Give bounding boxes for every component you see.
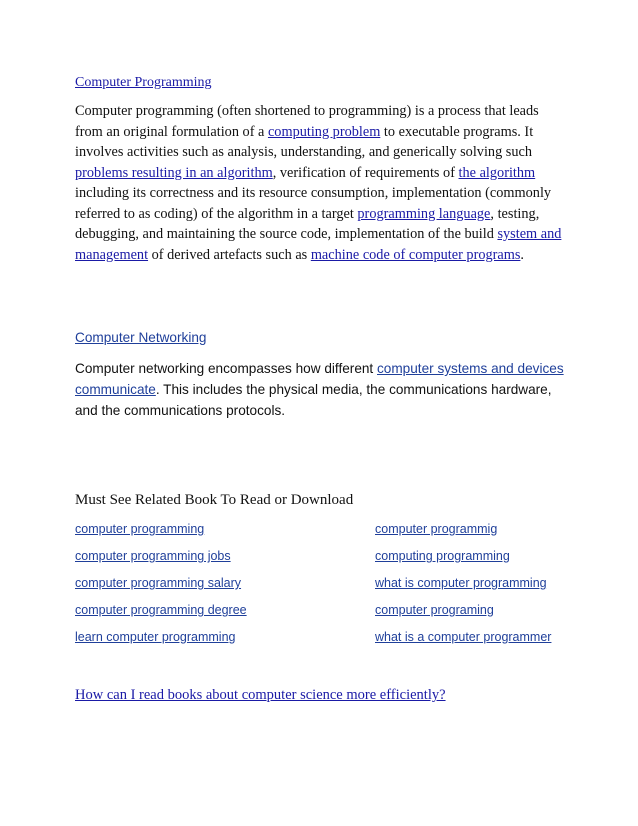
machine-code-link[interactable]: machine code of computer programs <box>310 246 521 263</box>
para2-text-1: Computer networking encompasses how different <box>75 361 377 376</box>
list-item <box>375 629 551 656</box>
para2-text-2: . This includes the physical media, the communications hardware, and the communications protocols. <box>75 382 552 418</box>
computer-networking-heading-link[interactable]: Computer Networking <box>75 330 207 345</box>
related-links-right <box>375 521 551 656</box>
list-item <box>75 548 247 575</box>
related-link[interactable]: computer programming <box>75 522 205 536</box>
computer-programming-paragraph <box>75 101 565 265</box>
read-books-question-link[interactable]: How can I read books about computer science more efficiently? <box>75 687 446 703</box>
related-link[interactable]: computer programming jobs <box>75 549 231 563</box>
problems-resulting-link[interactable]: problems resulting in an algorithm <box>75 164 273 181</box>
para1-text-2: to executable programs. It involves activities such as analysis, understanding, and generically solving such <box>75 123 534 160</box>
related-link[interactable]: computing programming <box>375 549 510 563</box>
para1-text-7: . <box>520 246 524 263</box>
related-link[interactable]: computer programing <box>375 603 494 617</box>
list-item <box>375 602 551 629</box>
list-item <box>75 521 247 548</box>
para1-text-1: Computer programming (often shortened to programming) is a process that leads from an original formulation of a <box>75 103 539 140</box>
list-item <box>75 575 247 602</box>
related-link[interactable]: what is a computer programmer <box>375 630 552 644</box>
list-item <box>75 629 247 656</box>
programming-language-link[interactable]: programming language <box>357 205 491 222</box>
the-algorithm-link[interactable]: the algorithm <box>458 164 536 181</box>
para1-text-5: , testing, debugging, and maintaining the source code, implementation of the build <box>75 205 540 242</box>
related-links-left <box>75 521 247 656</box>
list-item <box>375 521 551 548</box>
para1-text-6: of derived artefacts such as <box>148 246 311 263</box>
computing-problem-link[interactable]: computing problem <box>267 123 381 140</box>
related-link[interactable]: computer programming degree <box>75 603 247 617</box>
related-link[interactable]: computer programmig <box>375 522 498 536</box>
system-and-management-link[interactable]: system and management <box>75 226 562 263</box>
computer-systems-link[interactable]: computer systems and devices communicate <box>75 361 564 397</box>
computer-programming-heading-link[interactable]: Computer Programming <box>75 75 212 90</box>
related-books-title: Must See Related Book To Read or Download <box>75 492 354 508</box>
para1-text-4: including its correctness and its resource consumption, implementation (commonly referred to as coding) of the algorithm in a target <box>75 185 552 222</box>
list-item <box>75 602 247 629</box>
para1-text-3: , verification of requirements of <box>272 164 459 181</box>
related-link[interactable]: learn computer programming <box>75 630 236 644</box>
list-item <box>375 548 551 575</box>
list-item <box>375 575 551 602</box>
related-link[interactable]: computer programming salary <box>75 576 242 590</box>
computer-networking-paragraph <box>75 358 570 421</box>
related-link[interactable]: what is computer programming <box>375 576 547 590</box>
